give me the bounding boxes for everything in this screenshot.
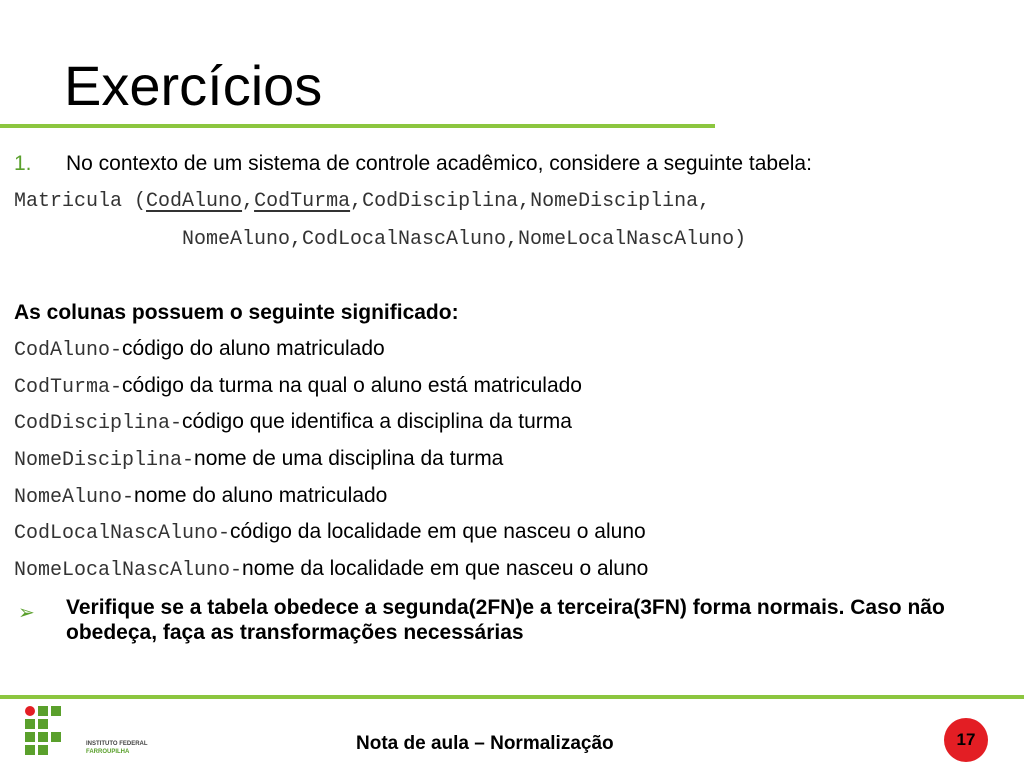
definition-name: NomeAluno-	[14, 486, 135, 509]
schema-key-codturma: CodTurma	[254, 190, 351, 213]
definition-codaluno	[14, 337, 385, 362]
definition-nomelocalnascaluno	[14, 557, 648, 582]
page-number-badge: 17	[944, 718, 988, 762]
footer-note: Nota de aula – Normalização	[356, 733, 614, 754]
definition-desc: código do aluno matriculado	[122, 337, 385, 360]
logo-text-line-1: INSTITUTO FEDERAL	[86, 741, 148, 747]
definition-name: CodLocalNascAluno-	[14, 522, 231, 545]
institution-logo	[24, 705, 154, 760]
intro-text: No contexto de um sistema de controle acadêmico, considere a seguinte tabela:	[66, 152, 812, 175]
schema-separator: ,	[242, 190, 255, 213]
instruction-text: Verifique se a tabela obedece a segunda(2FN)e a terceira(3FN) forma normais. Caso não obedeça, faça as transformações necessárias	[66, 596, 945, 645]
schema-line-2: NomeAluno,CodLocalNascAluno,NomeLocalNascAluno)	[182, 228, 747, 251]
definition-name: NomeLocalNascAluno-	[14, 559, 243, 582]
slide-title: Exercícios	[64, 54, 323, 117]
definition-desc: nome do aluno matriculado	[134, 484, 388, 507]
schema-key-codaluno: CodAluno	[146, 190, 243, 213]
definition-desc: código da turma na qual o aluno está matriculado	[122, 374, 582, 397]
footer-rule	[0, 695, 1024, 699]
logo-text-line-2: FARROUPILHA	[86, 749, 130, 755]
schema-prefix: Matricula (	[14, 190, 147, 213]
title-underline	[0, 124, 715, 128]
columns-heading: As colunas possuem o seguinte significado:	[14, 301, 459, 324]
definition-name: CodDisciplina-	[14, 412, 183, 435]
definition-codlocalnascaluno	[14, 520, 646, 545]
arrow-bullet-icon: ➢	[18, 602, 35, 624]
definition-coddisciplina	[14, 410, 572, 435]
logo-grid-icon	[24, 705, 64, 757]
definition-nomealuno	[14, 484, 387, 509]
definition-nomedisciplina	[14, 447, 503, 472]
definition-name: CodTurma-	[14, 376, 123, 399]
definition-desc: código que identifica a disciplina da turma	[182, 410, 572, 433]
definition-codturma	[14, 374, 582, 399]
intro-line	[14, 152, 812, 176]
definition-desc: nome da localidade em que nasceu o aluno	[242, 557, 649, 580]
item-number: 1.	[14, 152, 32, 175]
definition-desc: nome de uma disciplina da turma	[194, 447, 504, 470]
schema-line-1	[14, 190, 710, 213]
definition-desc: código da localidade em que nasceu o aluno	[230, 520, 646, 543]
definition-name: NomeDisciplina-	[14, 449, 195, 472]
definition-name: CodAluno-	[14, 339, 123, 362]
schema-rest: ,CodDisciplina,NomeDisciplina,	[350, 190, 711, 213]
